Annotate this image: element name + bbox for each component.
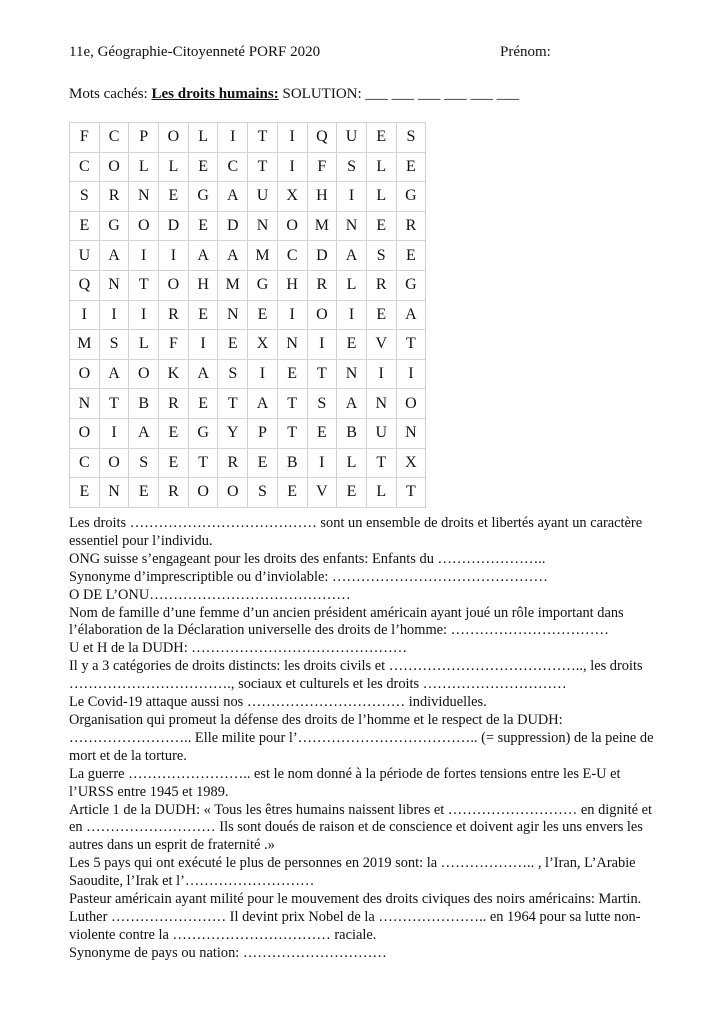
grid-cell: B — [277, 448, 307, 478]
grid-cell: N — [218, 300, 248, 330]
grid-cell: G — [188, 418, 218, 448]
grid-cell: O — [99, 448, 129, 478]
grid-cell: R — [396, 211, 426, 241]
clue-11: Article 1 de la DUDH: « Tous les êtres humains naissent libres et ……………………… en dignité et en ……………………… Ils sont doués de raison et de conscience et doivent agir les uns envers les autres dans un esprit de fraternité .» — [69, 801, 653, 854]
grid-cell: A — [337, 241, 367, 271]
grid-cell: M — [307, 211, 337, 241]
grid-row — [70, 123, 426, 153]
grid-cell: M — [218, 270, 248, 300]
grid-cell: Q — [307, 123, 337, 153]
grid-cell: E — [337, 330, 367, 360]
clue-3: Synonyme d’imprescriptible ou d’inviolable: ……………………………………… — [69, 568, 548, 585]
grid-cell: E — [248, 448, 278, 478]
grid-cell: T — [129, 270, 159, 300]
grid-cell: U — [337, 123, 367, 153]
grid-cell: T — [188, 448, 218, 478]
clue-6: U et H de la DUDH: ……………………………………… — [69, 640, 408, 657]
grid-cell: A — [129, 418, 159, 448]
clue-13: Pasteur américain ayant milité pour le mouvement des droits civiques des noirs américains: Martin. Luther …………………… Il devint prix Nobel de la ………………….. en 1964 pour sa lutte non-violente contre la …………………………… raciale. — [69, 891, 642, 943]
grid-cell: D — [218, 211, 248, 241]
grid-cell: L — [159, 152, 189, 182]
grid-cell: I — [129, 300, 159, 330]
clue-2: ONG suisse s’engageant pour les droits des enfants: Enfants du ………………….. — [69, 550, 546, 567]
grid-cell: S — [337, 152, 367, 182]
grid-cell: R — [307, 270, 337, 300]
subtitle-prefix: Mots cachés: — [69, 86, 152, 102]
grid-cell: C — [70, 448, 100, 478]
grid-cell: E — [159, 418, 189, 448]
grid-cell: F — [70, 123, 100, 153]
grid-cell: I — [307, 448, 337, 478]
grid-cell: R — [218, 448, 248, 478]
grid-row — [70, 211, 426, 241]
grid-cell: I — [159, 241, 189, 271]
grid-cell: E — [366, 300, 396, 330]
grid-cell: E — [188, 300, 218, 330]
grid-cell: E — [70, 211, 100, 241]
grid-cell: I — [248, 359, 278, 389]
grid-cell: E — [188, 389, 218, 419]
grid-row — [70, 152, 426, 182]
word-search-grid — [69, 122, 426, 508]
grid-cell: G — [396, 270, 426, 300]
grid-cell: N — [129, 182, 159, 212]
grid-cell: U — [70, 241, 100, 271]
grid-cell: T — [218, 389, 248, 419]
grid-cell: O — [129, 359, 159, 389]
grid-cell: O — [70, 359, 100, 389]
grid-cell: O — [188, 478, 218, 508]
grid-cell: I — [277, 123, 307, 153]
grid-cell: E — [70, 478, 100, 508]
grid-cell: A — [99, 241, 129, 271]
grid-cell: G — [248, 270, 278, 300]
clue-5: Nom de famille d’une femme d’un ancien président américain ayant joué un rôle important dans l’élaboration de la Déclaration universelle des droits de l’homme: …………………………… — [69, 604, 624, 639]
subtitle-topic: Les droits humains: — [151, 86, 279, 102]
grid-cell: T — [99, 389, 129, 419]
grid-cell: O — [159, 123, 189, 153]
grid-cell: E — [188, 152, 218, 182]
grid-row — [70, 389, 426, 419]
grid-cell: C — [99, 123, 129, 153]
grid-cell: L — [366, 182, 396, 212]
grid-cell: I — [307, 330, 337, 360]
grid-cell: R — [159, 478, 189, 508]
grid-cell: G — [188, 182, 218, 212]
subtitle — [69, 86, 519, 103]
grid-cell: N — [99, 270, 129, 300]
grid-row — [70, 448, 426, 478]
grid-cell: S — [129, 448, 159, 478]
grid-cell: O — [218, 478, 248, 508]
grid-cell: L — [366, 478, 396, 508]
grid-cell: A — [248, 389, 278, 419]
grid-cell: O — [70, 418, 100, 448]
grid-cell: L — [366, 152, 396, 182]
clue-7: Il y a 3 catégories de droits distincts: les droits civils et ………………………………….., les droits ……………………………., sociaux et culturels et les droits ………………………… — [69, 658, 643, 693]
grid-cell: N — [396, 418, 426, 448]
grid-cell: I — [396, 359, 426, 389]
grid-cell: S — [396, 123, 426, 153]
grid-cell: Y — [218, 418, 248, 448]
grid-cell: E — [337, 478, 367, 508]
grid-cell: B — [337, 418, 367, 448]
grid-cell: V — [307, 478, 337, 508]
grid-cell: O — [129, 211, 159, 241]
grid-cell: T — [366, 448, 396, 478]
grid-row — [70, 418, 426, 448]
grid-cell: T — [307, 359, 337, 389]
grid-cell: T — [396, 478, 426, 508]
clue-1: Les droits ………………………………… sont un ensemble de droits et libertés ayant un caractère essentiel pour l’individu. — [69, 515, 643, 549]
grid-cell: B — [129, 389, 159, 419]
grid-cell: S — [248, 478, 278, 508]
grid-cell: F — [307, 152, 337, 182]
grid-cell: M — [248, 241, 278, 271]
grid-cell: I — [188, 330, 218, 360]
grid-row — [70, 270, 426, 300]
grid-cell: X — [396, 448, 426, 478]
grid-row — [70, 182, 426, 212]
grid-cell: R — [159, 300, 189, 330]
grid-cell: I — [99, 418, 129, 448]
grid-cell: E — [307, 418, 337, 448]
course-title: 11e, Géographie-Citoyenneté PORF 2020 — [69, 44, 321, 60]
grid-cell: K — [159, 359, 189, 389]
grid-cell: E — [248, 300, 278, 330]
grid-cell: L — [337, 270, 367, 300]
clue-14: Synonyme de pays ou nation: ………………………… — [69, 944, 387, 961]
grid-cell: E — [396, 241, 426, 271]
clue-10: La guerre …………………….. est le nom donné à la période de fortes tensions entre les E-U et l’URSS entre 1945 et 1989. — [69, 765, 621, 800]
grid-cell: O — [99, 152, 129, 182]
grid-cell: N — [337, 359, 367, 389]
grid-cell: S — [307, 389, 337, 419]
grid-cell: I — [129, 241, 159, 271]
grid-cell: U — [248, 182, 278, 212]
grid-cell: F — [159, 330, 189, 360]
grid-cell: I — [337, 300, 367, 330]
grid-cell: D — [307, 241, 337, 271]
grid-cell: D — [159, 211, 189, 241]
grid-cell: R — [99, 182, 129, 212]
grid-cell: I — [337, 182, 367, 212]
grid-cell: R — [366, 270, 396, 300]
grid-cell: G — [396, 182, 426, 212]
grid-row — [70, 359, 426, 389]
grid-cell: A — [188, 359, 218, 389]
clue-12: Les 5 pays qui ont exécuté le plus de personnes en 2019 sont: la ……………….. , l’Iran, L’Arabie Saoudite, l’Irak et l’……………………… — [69, 855, 636, 890]
grid-cell: I — [70, 300, 100, 330]
grid-cell: T — [277, 389, 307, 419]
grid-cell: S — [366, 241, 396, 271]
grid-cell: H — [307, 182, 337, 212]
grid-cell: N — [248, 211, 278, 241]
grid-cell: I — [366, 359, 396, 389]
grid-cell: N — [277, 330, 307, 360]
clue-8: Le Covid-19 attaque aussi nos …………………………… individuelles. — [69, 694, 487, 711]
grid-cell: I — [277, 300, 307, 330]
grid-cell: I — [218, 123, 248, 153]
grid-cell: N — [70, 389, 100, 419]
grid-cell: S — [99, 330, 129, 360]
grid-cell: C — [218, 152, 248, 182]
grid-cell: A — [99, 359, 129, 389]
grid-cell: C — [277, 241, 307, 271]
grid-cell: E — [129, 478, 159, 508]
grid-cell: X — [277, 182, 307, 212]
grid-cell: E — [159, 448, 189, 478]
grid-cell: X — [248, 330, 278, 360]
grid-cell: I — [99, 300, 129, 330]
solution-blanks: SOLUTION: ___ ___ ___ ___ ___ ___ — [278, 86, 520, 102]
grid-cell: A — [337, 389, 367, 419]
grid-cell: U — [366, 418, 396, 448]
grid-cell: V — [366, 330, 396, 360]
grid-cell: S — [70, 182, 100, 212]
grid-cell: C — [70, 152, 100, 182]
grid-cell: L — [337, 448, 367, 478]
grid-cell: H — [277, 270, 307, 300]
grid-cell: E — [159, 182, 189, 212]
grid-cell: E — [396, 152, 426, 182]
grid-cell: A — [218, 241, 248, 271]
clue-4: O DE L’ONU…………………………………… — [69, 586, 351, 603]
grid-cell: N — [337, 211, 367, 241]
grid-cell: P — [248, 418, 278, 448]
grid-cell: A — [396, 300, 426, 330]
grid-row — [70, 241, 426, 271]
grid-cell: G — [99, 211, 129, 241]
firstname-label: Prénom: — [500, 44, 551, 60]
grid-cell: E — [218, 330, 248, 360]
grid-cell: L — [129, 330, 159, 360]
grid-cell: O — [396, 389, 426, 419]
grid-cell: T — [248, 123, 278, 153]
grid-cell: A — [188, 241, 218, 271]
clue-list — [69, 515, 659, 963]
grid-cell: O — [159, 270, 189, 300]
grid-cell: E — [366, 211, 396, 241]
grid-row — [70, 330, 426, 360]
grid-cell: L — [129, 152, 159, 182]
grid-cell: R — [159, 389, 189, 419]
grid-cell: I — [277, 152, 307, 182]
grid-row — [70, 300, 426, 330]
grid-cell: A — [218, 182, 248, 212]
grid-cell: E — [366, 123, 396, 153]
grid-cell: E — [277, 359, 307, 389]
grid-cell: T — [277, 418, 307, 448]
grid-cell: O — [277, 211, 307, 241]
grid-cell: T — [248, 152, 278, 182]
clue-9: Organisation qui promeut la défense des droits de l’homme et le respect de la DUDH: …………………….. Elle milite pour l’……………………………….. (= suppression) de la peine de mort et de la torture. — [69, 711, 654, 764]
grid-cell: E — [277, 478, 307, 508]
grid-cell: P — [129, 123, 159, 153]
grid-cell: Q — [70, 270, 100, 300]
grid-cell: E — [188, 211, 218, 241]
grid-cell: L — [188, 123, 218, 153]
grid-row — [70, 478, 426, 508]
grid-cell: S — [218, 359, 248, 389]
grid-cell: H — [188, 270, 218, 300]
grid-cell: O — [307, 300, 337, 330]
grid-cell: M — [70, 330, 100, 360]
grid-cell: T — [396, 330, 426, 360]
grid-cell: N — [99, 478, 129, 508]
grid-cell: N — [366, 389, 396, 419]
